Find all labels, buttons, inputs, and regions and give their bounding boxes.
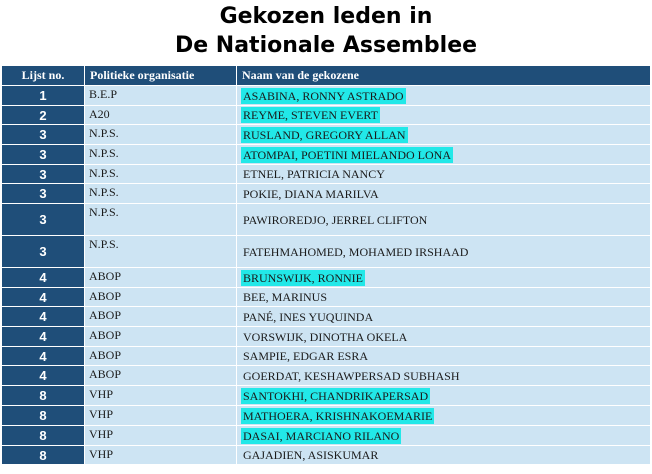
header-lijst-no: Lijst no. [2, 66, 85, 85]
cell-naam [237, 268, 650, 287]
cell-naam [237, 125, 650, 144]
cell-naam [237, 307, 650, 326]
cell-lijst-no: 8 [2, 406, 85, 425]
cell-organisatie: VHP [85, 426, 237, 445]
cell-naam [237, 446, 650, 464]
cell-lijst-no: 4 [2, 347, 85, 365]
cell-organisatie: N.P.S. [85, 184, 237, 203]
cell-organisatie: N.P.S. [85, 145, 237, 164]
naam-text: REYME, STEVEN EVERT [243, 108, 378, 122]
cell-organisatie: ABOP [85, 327, 237, 346]
cell-naam [237, 406, 650, 425]
cell-lijst-no: 3 [2, 125, 85, 144]
table-row [2, 366, 650, 386]
table-row [2, 236, 650, 268]
cell-naam [237, 184, 650, 203]
cell-organisatie: ABOP [85, 268, 237, 287]
naam-text: ATOMPAI, POETINI MIELANDO LONA [243, 147, 451, 162]
cell-organisatie: N.P.S. [85, 125, 237, 144]
table-row [2, 288, 650, 307]
header-politieke-organisatie: Politieke organisatie [85, 66, 237, 85]
cell-lijst-no: 8 [2, 426, 85, 445]
table-row [2, 386, 650, 406]
cell-organisatie: A20 [85, 106, 237, 124]
cell-organisatie: ABOP [85, 307, 237, 326]
naam-text: PAWIROREDJO, JERREL CLIFTON [243, 212, 428, 227]
naam-text: RUSLAND, GREGORY ALLAN [243, 127, 406, 142]
cell-organisatie: VHP [85, 406, 237, 425]
table-row [2, 204, 650, 236]
cell-lijst-no: 3 [2, 165, 85, 183]
cell-organisatie: VHP [85, 446, 237, 464]
cell-organisatie: ABOP [85, 288, 237, 306]
table-row [2, 165, 650, 184]
table-row [2, 347, 650, 366]
naam-text: MATHOERA, KRISHNAKOEMARIE [243, 408, 433, 423]
cell-lijst-no: 1 [2, 86, 85, 105]
cell-naam [237, 145, 650, 164]
header-naam: Naam van de gekozene [242, 68, 359, 82]
table-row [2, 307, 650, 327]
cell-naam [237, 386, 650, 405]
table-row [2, 125, 650, 145]
cell-naam [237, 236, 650, 267]
cell-lijst-no: 3 [2, 184, 85, 203]
naam-text: DASAI, MARCIANO RILANO [243, 428, 400, 443]
cell-lijst-no: 3 [2, 145, 85, 164]
cell-lijst-no: 4 [2, 366, 85, 385]
naam-text: GAJADIEN, ASISKUMAR [243, 448, 379, 462]
cell-lijst-no: 4 [2, 268, 85, 287]
page-title [0, 2, 652, 60]
cell-naam [237, 347, 650, 365]
elected-members-table [2, 66, 650, 465]
table-row [2, 446, 650, 465]
title-line-1: Gekozen leden in [219, 4, 433, 29]
cell-naam [237, 327, 650, 346]
title-line-2: De Nationale Assemblee [174, 33, 478, 58]
cell-lijst-no: 3 [2, 236, 85, 267]
cell-lijst-no: 4 [2, 307, 85, 326]
cell-naam [237, 106, 650, 124]
cell-organisatie: N.P.S. [85, 204, 237, 235]
cell-lijst-no: 4 [2, 288, 85, 306]
naam-text: BEE, MARINUS [243, 290, 328, 304]
naam-text: GOERDAT, KESHAWPERSAD SUBHASH [243, 368, 460, 383]
cell-naam [237, 426, 650, 445]
naam-text: ASABINA, RONNY ASTRADO [243, 88, 404, 103]
table-body [2, 86, 650, 465]
table-row [2, 268, 650, 288]
naam-text: PANÉ, INES YUQUINDA [243, 309, 374, 324]
naam-text: FATEHMAHOMED, MOHAMED IRSHAAD [243, 244, 469, 259]
cell-lijst-no: 8 [2, 386, 85, 405]
cell-naam [237, 288, 650, 306]
cell-naam [237, 204, 650, 235]
naam-text: SAMPIE, EDGAR ESRA [243, 349, 369, 363]
table-row [2, 327, 650, 347]
naam-text: BRUNSWIJK, RONNIE [243, 270, 363, 285]
cell-lijst-no: 4 [2, 327, 85, 346]
naam-text: SANTOKHI, CHANDRIKAPERSAD [243, 388, 429, 403]
cell-organisatie: N.P.S. [85, 236, 237, 267]
cell-naam [237, 86, 650, 105]
naam-text: ETNEL, PATRICIA NANCY [243, 167, 385, 181]
table-row [2, 426, 650, 446]
table-row [2, 86, 650, 106]
cell-naam [237, 165, 650, 183]
cell-organisatie: VHP [85, 386, 237, 405]
naam-text: POKIE, DIANA MARILVA [243, 186, 379, 201]
table-row [2, 106, 650, 125]
cell-organisatie: N.P.S. [85, 165, 237, 183]
table-row [2, 184, 650, 204]
cell-organisatie: ABOP [85, 347, 237, 365]
cell-lijst-no: 8 [2, 446, 85, 464]
naam-text: VORSWIJK, DINOTHA OKELA [243, 329, 408, 344]
table-row [2, 406, 650, 426]
cell-naam [237, 366, 650, 385]
cell-lijst-no: 2 [2, 106, 85, 124]
cell-organisatie: ABOP [85, 366, 237, 385]
cell-organisatie: B.E.P [85, 86, 237, 105]
table-row [2, 145, 650, 165]
cell-lijst-no: 3 [2, 204, 85, 235]
table-header [2, 66, 650, 86]
